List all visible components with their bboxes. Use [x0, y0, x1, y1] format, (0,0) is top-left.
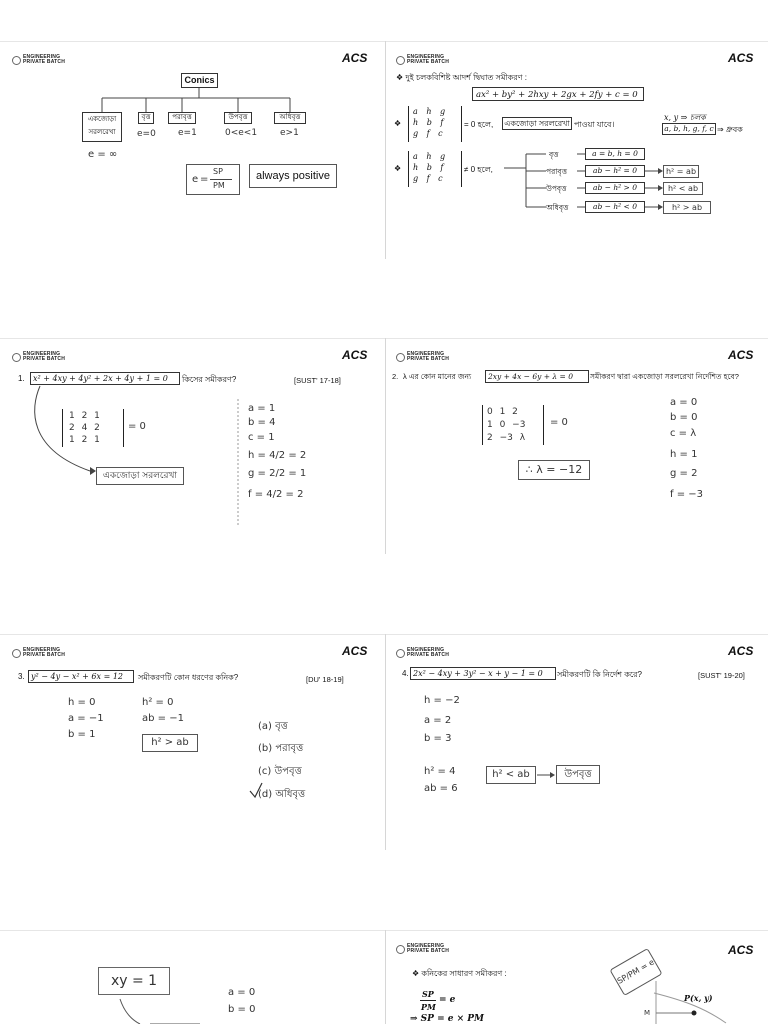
- acs-logo: ACS: [342, 348, 368, 362]
- work-line: a = 2: [424, 715, 452, 726]
- frac-num: SP: [422, 989, 434, 999]
- always-positive-note: always positive: [249, 164, 337, 188]
- eccentricity-formula: e = SP PM: [186, 164, 240, 195]
- result-box: h² < ab: [486, 766, 536, 784]
- node-ellipse: উপবৃত্ত: [224, 112, 252, 124]
- logo-subtext: PRIVATE BATCH: [407, 652, 450, 658]
- cond-circle: e=0: [137, 129, 156, 139]
- work-line: g = 2: [670, 468, 698, 479]
- result-box: xy = 1: [98, 967, 170, 995]
- slide-question-3: [0, 635, 384, 850]
- det-row: 0 1 2: [487, 407, 518, 417]
- acs-logo: ACS: [342, 644, 368, 658]
- constants-text: a, b, h, g, f, c: [664, 124, 714, 133]
- formula-num: SP: [213, 167, 223, 176]
- cond-circle-box: [585, 148, 645, 160]
- option-d: (d) অধিবৃত্ত: [258, 789, 306, 800]
- slide-question-2: [386, 339, 768, 554]
- question-source: [SUST' 19-20]: [698, 671, 745, 680]
- work-line: ab = −1: [142, 713, 184, 724]
- cond-hyperbola: e>1: [280, 128, 299, 138]
- question-text: সমীকরণটি কোন ধরণের কনিক?: [138, 673, 239, 682]
- work-line: c = λ: [670, 428, 697, 439]
- answer-box: ∴ λ = −12: [518, 460, 590, 480]
- pair-lines-tail: পাওয়া যাবে।: [574, 120, 615, 129]
- acs-logo: ACS: [342, 51, 368, 65]
- branch-ellipse: উপবৃত্ত: [546, 184, 567, 193]
- work-line: b = 4: [248, 417, 276, 428]
- question-number: 3.: [18, 672, 25, 681]
- det-row: a h g: [413, 152, 446, 161]
- option-b: (b) পরাবৃত্ত: [258, 743, 304, 754]
- logo-text: ENGINEERING: [23, 647, 61, 653]
- det-row: 1 0 −3: [487, 420, 526, 430]
- determinant: [62, 409, 124, 447]
- work-line: h = 1: [670, 449, 698, 460]
- option-a: (a) বৃত্ত: [258, 721, 288, 732]
- work-line: f = −3: [670, 489, 703, 500]
- work-line: h = −2: [424, 695, 460, 706]
- det-row: 2 −3 λ: [487, 433, 526, 443]
- frac-den: PM: [421, 1002, 436, 1012]
- logo-text: ENGINEERING: [407, 647, 445, 653]
- det-row: 1 2 1: [69, 411, 100, 421]
- work-line: ab = 6: [424, 783, 458, 794]
- logo-subtext: PRIVATE BATCH: [23, 652, 66, 658]
- logo-subtext: PRIVATE BATCH: [407, 59, 450, 65]
- question-text: কিসের সমীকরণ?: [182, 375, 237, 384]
- node-pair-lines: একজোড়া সরলরেখা: [82, 112, 122, 142]
- cond-hyperbola-text: ab − h² < 0: [593, 202, 637, 211]
- question-equation-text: y² − 4y − x² + 6x = 12: [31, 672, 123, 681]
- question-equation: [485, 370, 589, 383]
- frac-rhs: = e: [439, 995, 456, 1005]
- vars-line: x, y ⇒ চলক: [664, 113, 706, 122]
- formula-den: PM: [213, 181, 225, 190]
- det-row: a h g: [413, 107, 446, 116]
- hand-hyperbola: h² > ab: [663, 201, 711, 214]
- work-line: b = 0: [228, 1004, 256, 1015]
- acs-logo: ACS: [728, 51, 754, 65]
- acs-logo: ACS: [728, 943, 754, 957]
- question-pre: λ এর কোন মানের জন্য: [403, 372, 472, 381]
- heading: ❖ কনিকের সাধারণ সমীকরণ :: [412, 969, 507, 978]
- heading: ❖ দুই চলকবিশিষ্ট আদর্শ দ্বিঘাত সমীকরণ :: [396, 73, 527, 82]
- branch-lines: [386, 42, 768, 258]
- point-label: P(x, y): [684, 993, 713, 1003]
- question-number: 1.: [18, 374, 25, 383]
- option-c: (c) উপবৃত্ত: [258, 766, 302, 777]
- work-line: b = 3: [424, 733, 452, 744]
- question-equation-text: 2xy + 4x − 6y + λ = 0: [488, 372, 573, 381]
- logo-text: ENGINEERING: [407, 54, 445, 60]
- cond-parabola: e=1: [178, 128, 197, 138]
- question-text: সমীকরণটি কি নির্দেশ করে?: [557, 670, 642, 679]
- slide-general-equation: ENGINEERING PRIVATE BATCH ACS ❖ দুই চলকবিশিষ্ট আদর্শ দ্বিঘাত সমীকরণ : ax² + by² + 2hxy + 2gx + 2fy + c = 0 ❖ a h g h b f g f c = 0 হলে, একজোড়া সরলরেখা পাওয়া যাবে। x, y ⇒ চলক a, b, h, g, f, c ⇒ ধ্রুবক ❖ a h g h b f g f c ≠ 0 হলে, বৃত্ত পরাবৃত্ত উপবৃত্ত অধিবৃত্ত a = b, h = 0 ab − h² = 0 ab − h² > 0 ab − h² < 0 h² = ab h² < ab h² > ab: [386, 42, 768, 258]
- work-line: b = 1: [68, 729, 96, 740]
- cond-nonzero: ≠ 0 হলে,: [464, 165, 493, 174]
- logo-text: ENGINEERING: [407, 351, 445, 357]
- branch-hyperbola: অধিবৃত্ত: [546, 203, 569, 212]
- logo-subtext: PRIVATE BATCH: [23, 356, 66, 362]
- conics-title: Conics: [181, 73, 218, 88]
- brand-logo: [396, 352, 449, 362]
- cond-ellipse: 0<e<1: [225, 128, 258, 138]
- constants-tail: ⇒ ধ্রুবক: [717, 125, 743, 134]
- cond-parabola-text: ab − h² = 0: [593, 166, 637, 175]
- work-line: a = −1: [68, 713, 104, 724]
- answer-box: একজোড়া সরলরেখা: [96, 467, 184, 485]
- acs-logo: ACS: [728, 644, 754, 658]
- curve-sketch: [0, 931, 384, 1024]
- question-text: সমীকরণ দ্বারা একজোড়া সরলরেখা নির্দেশিত হবে?: [590, 372, 739, 381]
- question-number: 4.: [402, 669, 409, 678]
- logo-icon: [396, 353, 405, 362]
- node-circle: বৃত্ত: [138, 112, 154, 124]
- work-line: c = 1: [248, 432, 275, 443]
- logo-subtext: PRIVATE BATCH: [407, 948, 450, 954]
- work-line: h² = 0: [142, 697, 174, 708]
- logo-text: ENGINEERING: [23, 351, 61, 357]
- cond-pair-lines: e = ∞: [88, 149, 118, 160]
- answer-box: উপবৃত্ত: [556, 765, 600, 784]
- logo-subtext: PRIVATE BATCH: [407, 356, 450, 362]
- equation-line: ⇒ SP = e × PM: [410, 1014, 485, 1024]
- question-source: [DU' 18-19]: [306, 675, 344, 684]
- work-line: b = 0: [670, 412, 698, 423]
- cond-parabola-box: [585, 165, 645, 177]
- logo-subtext: PRIVATE BATCH: [23, 59, 66, 65]
- det-row: 2 4 2: [69, 423, 100, 433]
- work-line: h = 0: [68, 697, 96, 708]
- tree-lines: [0, 42, 384, 258]
- det-equals: = 0: [128, 421, 146, 432]
- cond-ellipse-box: [585, 182, 645, 194]
- slide-question-5-partial: [0, 931, 384, 1024]
- pair-lines-box: একজোড়া সরলরেখা: [502, 117, 572, 130]
- hand-parabola: h² = ab: [663, 165, 699, 178]
- slide-conics-tree: [0, 42, 384, 258]
- work-line: h = 4/2 = 2: [248, 450, 307, 461]
- answer-arrow: [0, 339, 384, 554]
- conic-sketch: [386, 931, 768, 1024]
- question-equation-text: 2x² − 4xy + 3y² − x + y − 1 = 0: [413, 669, 543, 678]
- ratio-tag: SP/PM = e: [609, 948, 662, 996]
- cond-zero: = 0 হলে,: [464, 120, 494, 129]
- branch-parabola: পরাবৃত্ত: [546, 167, 567, 176]
- cond-ellipse-text: ab − h² > 0: [593, 183, 637, 192]
- general-equation-text: ax² + by² + 2hxy + 2gx + 2fy + c = 0: [476, 90, 638, 100]
- work-line: a = 1: [248, 403, 276, 414]
- question-number: 2.: [392, 372, 399, 381]
- work-line: a = 0: [670, 397, 698, 408]
- result-box: h² > ab: [142, 734, 198, 752]
- cond-hyperbola-box: [585, 201, 645, 213]
- m-label: M: [644, 1009, 651, 1017]
- det-row: h b f: [413, 163, 444, 172]
- slide-question-4: [386, 635, 768, 850]
- question-source: [SUST' 17-18]: [294, 376, 341, 385]
- det-row: 1 2 1: [69, 435, 100, 445]
- work-line: a = 0: [228, 987, 256, 998]
- tick-mark-icon: [0, 635, 384, 850]
- acs-logo: ACS: [728, 348, 754, 362]
- formula-e: e: [192, 174, 199, 185]
- det-row: g f c: [413, 174, 443, 183]
- determinant: [482, 405, 544, 445]
- branch-circle: বৃত্ত: [549, 150, 559, 159]
- node-parabola: পরাবৃত্ত: [168, 112, 196, 124]
- det-equals: = 0: [550, 417, 568, 428]
- logo-text: ENGINEERING: [23, 54, 61, 60]
- det-row: g f c: [413, 129, 443, 138]
- work-line: h² = 4: [424, 766, 456, 777]
- hand-ellipse: h² < ab: [663, 182, 703, 195]
- node-hyperbola: অধিবৃত্ত: [274, 112, 306, 124]
- work-line: g = 2/2 = 1: [248, 468, 307, 479]
- det-row: h b f: [413, 118, 444, 127]
- work-line: f = 4/2 = 2: [248, 489, 304, 500]
- cond-circle-text: a = b, h = 0: [592, 149, 638, 158]
- result-arrow: [386, 635, 768, 850]
- slide-general-conic-partial: [386, 931, 768, 1024]
- slide-question-1: [0, 339, 384, 554]
- question-equation-text: x² + 4xy + 4y² + 2x + 4y + 1 = 0: [33, 374, 168, 383]
- logo-text: ENGINEERING: [407, 943, 445, 949]
